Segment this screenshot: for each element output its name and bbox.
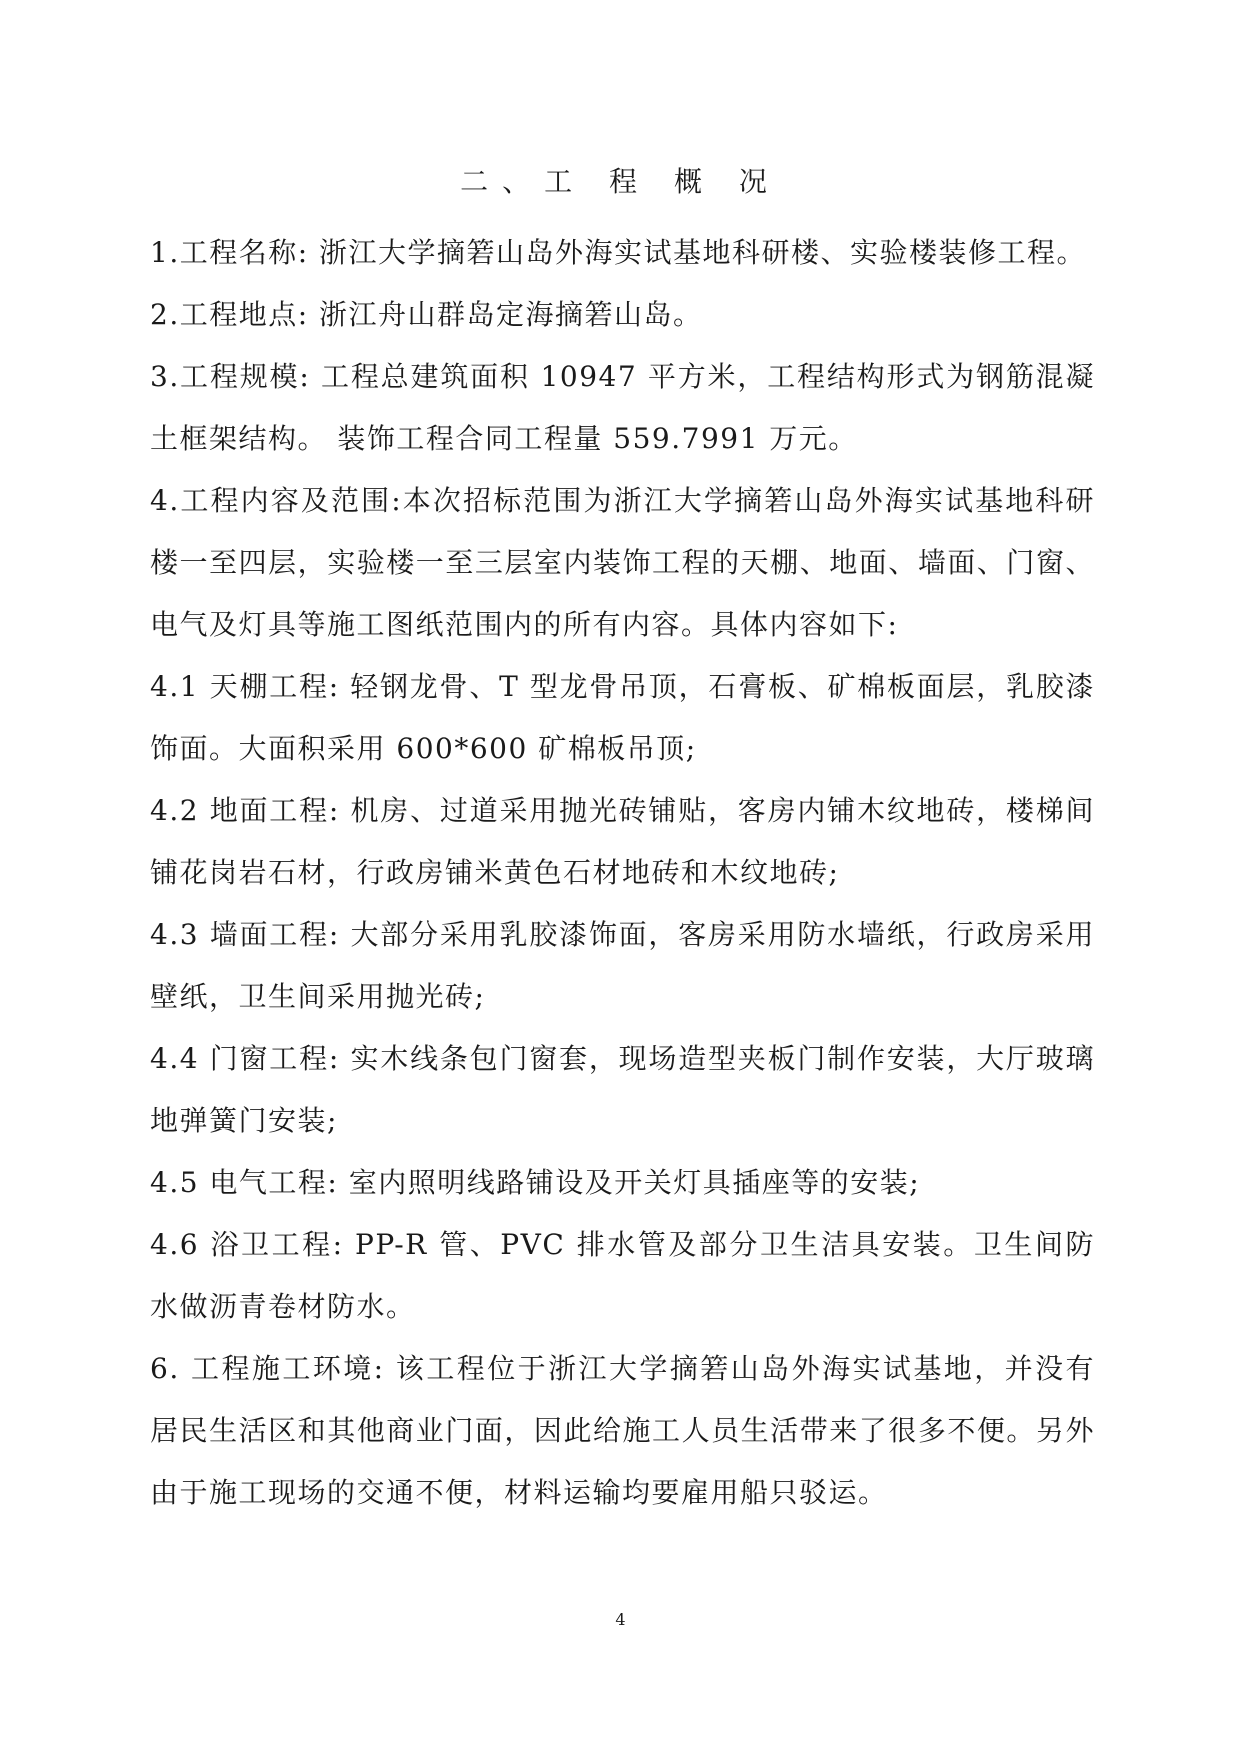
paragraph-project-location: 2.工程地点: 浙江舟山群岛定海摘箬山岛。 [150,298,703,331]
document-body [150,222,1095,1524]
paragraph-project-scope: 4.工程内容及范围:本次招标范围为浙江大学摘箬山岛外海实试基地科研楼一至四层，实验楼一至三层室内装饰工程的天棚、地面、墙面、门窗、电气及灯具等施工图纸范围内的所有内容。具体内容如下: [150,484,1095,641]
paragraph-project-scale: 3.工程规模: 工程总建筑面积 10947 平方米，工程结构形式为钢筋混凝土框架结构。 装饰工程合同工程量 559.7991 万元。 [150,360,1095,455]
page-number: 4 [615,1610,626,1629]
paragraph-bathroom-work: 4.6 浴卫工程: PP-R 管、PVC 排水管及部分卫生洁具安装。卫生间防水做沥青卷材防水。 [150,1228,1095,1323]
paragraph-construction-environment: 6. 工程施工环境: 该工程位于浙江大学摘箬山岛外海实试基地，并没有居民生活区和其他商业门面，因此给施工人员生活带来了很多不便。另外由于施工现场的交通不便，材料运输均要雇用船只驳运。 [150,1352,1095,1509]
paragraph-project-name: 1.工程名称: 浙江大学摘箬山岛外海实试基地科研楼、实验楼装修工程。 [150,236,1087,269]
paragraph-door-window-work: 4.4 门窗工程: 实木线条包门窗套，现场造型夹板门制作安装，大厅玻璃地弹簧门安装; [150,1042,1095,1137]
section-title: 二、工 程 概 况 [460,165,781,198]
paragraph-electrical-work: 4.5 电气工程: 室内照明线路铺设及开关灯具插座等的安装; [150,1166,921,1199]
paragraph-floor-work: 4.2 地面工程: 机房、过道采用抛光砖铺贴，客房内铺木纹地砖，楼梯间铺花岗岩石材，行政房铺米黄色石材地砖和木纹地砖; [150,794,1095,889]
paragraph-wall-work: 4.3 墙面工程: 大部分采用乳胶漆饰面，客房采用防水墙纸，行政房采用壁纸，卫生间采用抛光砖; [150,918,1095,1013]
paragraph-ceiling-work: 4.1 天棚工程: 轻钢龙骨、T 型龙骨吊顶，石膏板、矿棉板面层，乳胶漆饰面。大面积采用 600*600 矿棉板吊顶; [150,670,1095,765]
